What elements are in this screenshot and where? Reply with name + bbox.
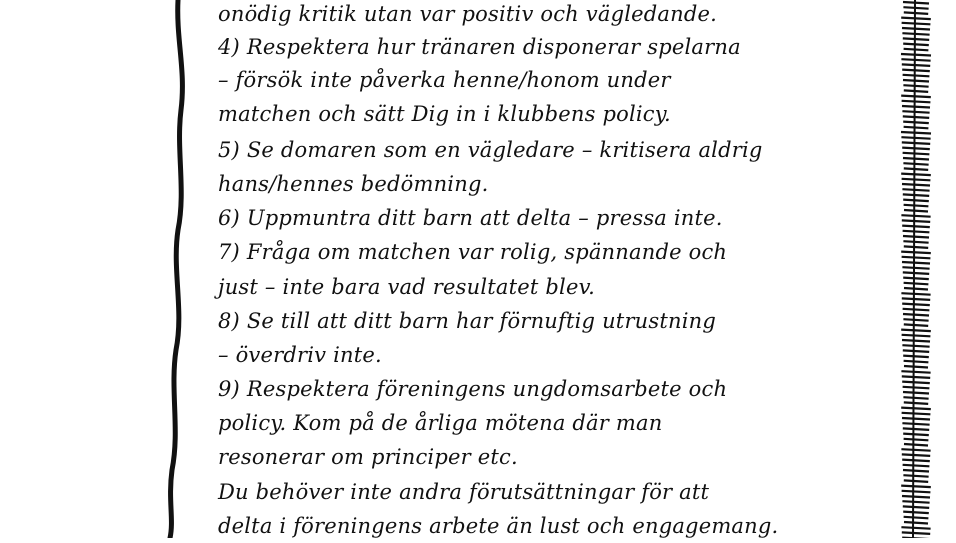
text-line: delta i föreningens arbete än lust och engagemang. [218, 509, 778, 543]
text-line: – överdriv inte. [218, 338, 382, 372]
fringe-stroke [903, 38, 929, 40]
fringe-stroke [902, 298, 930, 300]
fringe-stroke [903, 2, 929, 4]
fringe-stroke [904, 90, 928, 92]
fringe-stroke [904, 283, 929, 285]
fringe-stroke [901, 527, 930, 529]
fringe-stroke [901, 252, 931, 254]
fringe-stroke [904, 49, 929, 51]
fringe-stroke [901, 54, 931, 56]
fringe-stroke [902, 491, 931, 493]
text-line: hans/hennes bedömning. [218, 167, 488, 201]
fringe-stroke [901, 96, 931, 98]
fringe-stroke [904, 210, 928, 212]
text-line: onödig kritik utan var positiv och vägledande. [218, 0, 717, 31]
fringe-stroke [901, 293, 930, 295]
fringe-stroke [903, 434, 929, 436]
fringe-stroke [903, 241, 928, 243]
fringe-stroke [903, 75, 930, 77]
fringe-stroke [902, 64, 930, 66]
text-line: 4) Respektera hur tränaren disponerar spelarna [218, 30, 741, 64]
text-line: matchen och sätt Dig in i klubbens policy. [218, 97, 671, 131]
fringe-stroke [904, 444, 928, 446]
text-line: policy. Kom på de årliga mötena där man [218, 406, 662, 440]
text-line: – försök inte påverka henne/honom under [218, 63, 671, 97]
fringe-stroke [903, 512, 929, 513]
fringe-stroke [903, 387, 930, 389]
fringe-stroke [902, 335, 931, 337]
fringe-stroke [902, 418, 930, 420]
fringe-stroke [903, 309, 930, 311]
fringe-stroke [903, 200, 929, 202]
fringe-stroke [903, 475, 928, 477]
fringe-stroke [902, 460, 930, 462]
fringe-stroke [902, 423, 929, 425]
fringe-stroke [903, 278, 929, 280]
fringe-stroke [902, 142, 930, 144]
fringe-stroke [904, 12, 928, 14]
fringe-stroke [904, 439, 929, 441]
fringe-stroke [903, 392, 929, 394]
fringe-stroke [903, 116, 929, 118]
fringe-stroke [902, 454, 930, 456]
fringe-stroke [903, 272, 929, 274]
fringe-stroke [902, 101, 931, 103]
fringe-stroke [903, 122, 929, 124]
fringe-stroke [902, 220, 930, 222]
fringe-stroke [902, 23, 931, 25]
fringe-stroke [904, 324, 928, 326]
fringe-stroke [901, 18, 931, 20]
fringe-stroke [903, 356, 929, 358]
fringe-stroke [902, 28, 930, 30]
fringe-stroke [902, 267, 929, 269]
fringe-stroke [903, 44, 929, 46]
fringe-stroke [901, 449, 930, 451]
text-line: resonerar om principer etc. [218, 440, 518, 474]
fringe-stroke [902, 304, 930, 306]
text-line: Du behöver inte andra förutsättningar för att [218, 475, 709, 509]
fringe-stroke [903, 158, 929, 160]
fringe-stroke [902, 33, 929, 35]
fringe-stroke [903, 231, 930, 233]
fringe-stroke [904, 402, 928, 404]
fringe-stroke [902, 226, 930, 228]
fringe-stroke [904, 361, 929, 363]
fringe-stroke [904, 480, 928, 482]
fringe-stroke [903, 80, 929, 82]
fringe-stroke [904, 205, 929, 207]
text-line: 9) Respektera föreningens ungdomsarbete och [218, 372, 727, 406]
fringe-stroke [903, 236, 929, 238]
fringe-stroke [901, 215, 930, 217]
fringe-stroke [904, 517, 929, 519]
left-border-line [170, 0, 182, 538]
fringe-stroke [901, 174, 931, 176]
fringe-stroke [902, 345, 929, 347]
fringe-stroke [902, 532, 930, 534]
fringe-stroke [904, 522, 928, 524]
fringe-stroke [901, 132, 931, 134]
fringe-stroke [903, 7, 928, 9]
text-line: just – inte bara vad resultatet blev. [218, 270, 595, 304]
fringe-stroke [902, 382, 930, 384]
fringe-stroke [902, 413, 931, 415]
fringe-stroke [902, 70, 930, 72]
fringe-stroke [902, 376, 930, 378]
fringe-stroke [903, 397, 928, 399]
fringe-stroke [903, 314, 929, 316]
fringe-stroke [903, 163, 928, 165]
fringe-stroke [902, 106, 930, 108]
text-line: 8) Se till att ditt barn har förnuftig utrustning [218, 304, 716, 338]
right-fringe-border [901, 2, 931, 538]
text-line: 7) Fråga om matchen var rolig, spännande och [218, 235, 727, 269]
fringe-stroke [903, 153, 930, 155]
fringe-stroke [902, 501, 929, 503]
text-line: 6) Uppmuntra ditt barn att delta – pressa inte. [218, 201, 723, 235]
fringe-stroke [903, 85, 928, 87]
fringe-stroke [901, 59, 930, 61]
fringe-stroke [902, 262, 930, 264]
fringe-stroke [902, 496, 930, 498]
fringe-stroke [903, 319, 928, 321]
fringe-stroke [903, 470, 929, 472]
fringe-stroke [903, 194, 929, 196]
fringe-stroke [902, 148, 930, 150]
fringe-stroke [902, 257, 931, 259]
fringe-stroke [902, 111, 929, 113]
fringe-stroke [902, 179, 931, 181]
fringe-stroke [901, 408, 931, 410]
text-line: 5) Se domaren som en vägledare – kritisera aldrig [218, 133, 763, 167]
fringe-stroke [903, 465, 930, 467]
fringe-stroke [902, 340, 930, 342]
fringe-stroke [904, 288, 928, 290]
fringe-stroke [902, 189, 929, 191]
fringe-stroke [901, 486, 931, 488]
fringe-stroke [901, 330, 931, 332]
fringe-stroke [903, 350, 929, 352]
fringe-stroke [904, 168, 928, 170]
fringe-stroke [904, 366, 928, 368]
fringe-stroke [904, 127, 929, 129]
fringe-stroke [902, 184, 930, 186]
fringe-stroke [903, 506, 929, 508]
fringe-stroke [903, 428, 929, 430]
fringe-stroke [901, 137, 930, 139]
fringe-stroke [901, 371, 930, 373]
fringe-stroke [904, 246, 928, 248]
